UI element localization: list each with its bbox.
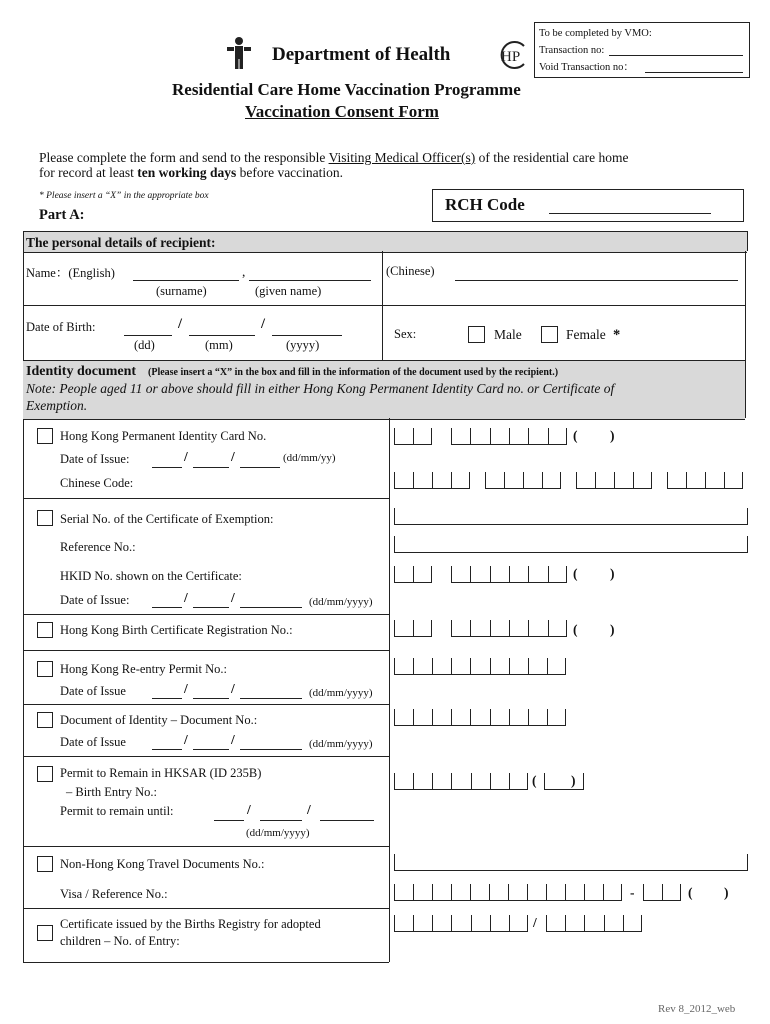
chinese-code-box-2[interactable] xyxy=(485,472,561,489)
entry-tick xyxy=(394,566,395,583)
male-checkbox[interactable] xyxy=(468,326,485,343)
reentry-issue-mm[interactable] xyxy=(193,697,229,699)
visa-open: ( xyxy=(688,885,693,900)
reentry-issue-label: Date of Issue xyxy=(60,684,126,698)
doi-number-boxes[interactable] xyxy=(394,709,566,726)
entry-tick xyxy=(527,884,528,901)
coe-issue-label: Date of Issue: xyxy=(60,593,130,607)
entry-tick xyxy=(469,472,470,489)
birth-cert-checkbox[interactable] xyxy=(37,622,53,638)
sex-label: Sex: xyxy=(394,327,417,341)
coe-issue-yyyy[interactable] xyxy=(240,606,302,608)
entry-tick xyxy=(509,773,510,790)
entry-tick xyxy=(432,884,433,901)
intro-bold: ten working days xyxy=(137,165,237,180)
ptr-label-2: – Birth Entry No.: xyxy=(66,785,157,799)
coe-checkbox[interactable] xyxy=(37,510,53,526)
entry-tick xyxy=(490,428,491,445)
doi-issue-yyyy[interactable] xyxy=(240,748,302,750)
adoption-year-boxes[interactable] xyxy=(546,915,642,932)
entry-tick xyxy=(548,620,549,637)
name-chinese-label: (Chinese) xyxy=(386,264,435,278)
format-dd-mm-yyyy: (dd/mm/yyyy) xyxy=(246,827,310,839)
ptr-close: ) xyxy=(571,773,576,788)
birth-cert-close: ) xyxy=(610,622,615,637)
hkid-check-open: ( xyxy=(573,428,578,443)
entry-tick xyxy=(470,566,471,583)
reentry-label: Hong Kong Re-entry Permit No.: xyxy=(60,662,227,676)
intro-text-a: Please complete the form and send to the responsible xyxy=(39,150,329,165)
entry-tick xyxy=(544,773,545,790)
name-comma: , xyxy=(242,264,246,279)
male-label: Male xyxy=(494,327,522,342)
slash: / xyxy=(231,681,235,696)
entry-tick xyxy=(566,428,567,445)
entry-baseline xyxy=(394,725,566,726)
name-english-label: Name：(English) xyxy=(26,266,115,280)
entry-baseline xyxy=(394,870,748,871)
entry-tick xyxy=(431,566,432,583)
entry-tick xyxy=(547,709,548,726)
entry-tick xyxy=(667,472,668,489)
entry-tick xyxy=(527,773,528,790)
female-checkbox[interactable] xyxy=(541,326,558,343)
entry-tick xyxy=(509,709,510,726)
entry-tick xyxy=(451,472,452,489)
entry-tick xyxy=(614,472,615,489)
slash: / xyxy=(231,449,235,464)
entry-tick xyxy=(394,854,395,871)
entry-tick xyxy=(451,658,452,675)
entry-tick xyxy=(576,472,577,489)
ptr-check-box[interactable] xyxy=(544,773,584,790)
adoption-entry-boxes[interactable] xyxy=(394,915,528,932)
reference-label: Reference No.: xyxy=(60,540,136,554)
doi-issue-dd[interactable] xyxy=(152,748,182,750)
given-name-caption: (given name) xyxy=(255,284,322,298)
visa-dash: - xyxy=(630,885,635,900)
entry-tick xyxy=(508,884,509,901)
intro-text-b: of the residential care home xyxy=(475,150,629,165)
chinese-code-box-4[interactable] xyxy=(667,472,743,489)
birth-cert-label: Hong Kong Birth Certificate Registration No.: xyxy=(60,623,293,637)
entry-tick xyxy=(451,915,452,932)
coe-reference-field[interactable] xyxy=(394,536,748,553)
entry-tick xyxy=(584,915,585,932)
slash: / xyxy=(184,590,188,605)
entry-tick xyxy=(548,428,549,445)
hkid-prefix-boxes[interactable] xyxy=(394,428,432,445)
reentry-checkbox[interactable] xyxy=(37,661,53,677)
entry-tick xyxy=(583,773,584,790)
adoption-checkbox[interactable] xyxy=(37,925,53,941)
entry-baseline xyxy=(546,931,642,932)
reentry-issue-dd[interactable] xyxy=(152,697,182,699)
dob-year-field[interactable] xyxy=(272,334,342,336)
coe-hkid-prefix-boxes[interactable] xyxy=(394,566,432,583)
entry-tick xyxy=(489,884,490,901)
doi-label: Document of Identity – Document No.: xyxy=(60,713,258,727)
entry-tick xyxy=(470,620,471,637)
surname-caption: (surname) xyxy=(156,284,207,298)
entry-tick xyxy=(528,658,529,675)
birth-cert-prefix-boxes[interactable] xyxy=(394,620,432,637)
entry-tick xyxy=(686,472,687,489)
entry-tick xyxy=(623,915,624,932)
identity-note-line2: Exemption. xyxy=(26,398,88,413)
svg-text:HP: HP xyxy=(501,49,521,65)
hkid-issue-mm[interactable] xyxy=(193,466,229,468)
entry-tick xyxy=(413,915,414,932)
entry-tick xyxy=(413,428,414,445)
format-dd-mm-yyyy: (dd/mm/yyyy) xyxy=(309,738,373,750)
entry-tick xyxy=(747,508,748,525)
entry-tick xyxy=(413,566,414,583)
entry-tick xyxy=(432,915,433,932)
dob-month-field[interactable] xyxy=(189,334,255,336)
vmo-transaction-field[interactable] xyxy=(609,54,743,56)
form-title: Vaccination Consent Form xyxy=(245,102,439,121)
hkid-number-boxes[interactable] xyxy=(451,428,567,445)
coe-hkid-number-boxes[interactable] xyxy=(451,566,567,583)
entry-tick xyxy=(565,884,566,901)
personal-heading: The personal details of recipient: xyxy=(26,235,216,250)
entry-tick xyxy=(565,709,566,726)
entry-tick xyxy=(528,709,529,726)
adoption-label-1: Certificate issued by the Births Registry for adopted xyxy=(60,917,321,931)
entry-tick xyxy=(394,884,395,901)
slash: / xyxy=(184,732,188,747)
rch-code-box xyxy=(432,189,744,222)
entry-tick xyxy=(432,658,433,675)
entry-tick xyxy=(490,709,491,726)
entry-tick xyxy=(509,428,510,445)
entry-tick xyxy=(565,658,566,675)
entry-tick xyxy=(451,428,452,445)
entry-tick xyxy=(394,773,395,790)
entry-tick xyxy=(470,428,471,445)
entry-tick xyxy=(490,915,491,932)
dob-slash-2: / xyxy=(261,316,266,332)
visa-number-boxes[interactable] xyxy=(394,884,622,901)
entry-tick xyxy=(470,658,471,675)
entry-tick xyxy=(641,915,642,932)
chinese-name-field[interactable] xyxy=(455,279,738,281)
entry-tick xyxy=(584,884,585,901)
programme-title: Residential Care Home Vaccination Programme xyxy=(172,80,521,99)
entry-tick xyxy=(431,428,432,445)
entry-tick xyxy=(490,658,491,675)
ptr-until-mm[interactable] xyxy=(260,819,302,821)
entry-tick xyxy=(509,566,510,583)
entry-tick xyxy=(413,773,414,790)
entry-tick xyxy=(595,472,596,489)
intro-line-2 xyxy=(39,165,343,181)
entry-tick xyxy=(451,773,452,790)
doi-issue-mm[interactable] xyxy=(193,748,229,750)
coe-issue-mm[interactable] xyxy=(193,606,229,608)
slash: / xyxy=(307,802,311,817)
entry-tick xyxy=(413,620,414,637)
entry-tick xyxy=(394,428,395,445)
vmo-reference: Visiting Medical Officer(s) xyxy=(328,150,476,165)
female-label: Female xyxy=(566,327,606,342)
insert-x-note: * Please insert a “X” in the appropriate box xyxy=(39,191,209,201)
entry-tick xyxy=(509,658,510,675)
entry-tick xyxy=(490,620,491,637)
part-a-label: Part A: xyxy=(39,207,85,223)
coe-label: Serial No. of the Certificate of Exemption: xyxy=(60,512,274,526)
identity-heading-note: (Please insert a “X” in the box and fill in the information of the document used by the recipient.) xyxy=(148,367,559,378)
entry-tick xyxy=(394,915,395,932)
entry-tick xyxy=(747,854,748,871)
entry-tick xyxy=(747,536,748,553)
visa-label: Visa / Reference No.: xyxy=(60,887,168,901)
entry-tick xyxy=(490,566,491,583)
birth-cert-number-boxes[interactable] xyxy=(451,620,567,637)
entry-tick xyxy=(471,773,472,790)
slash: / xyxy=(231,732,235,747)
chinese-code-label: Chinese Code: xyxy=(60,476,134,490)
hkid-check-close: ) xyxy=(610,428,615,443)
entry-tick xyxy=(742,472,743,489)
given-name-field[interactable] xyxy=(249,279,371,281)
entry-tick xyxy=(523,472,524,489)
entry-tick xyxy=(470,884,471,901)
coe-serial-field[interactable] xyxy=(394,508,748,525)
identity-heading: Identity document xyxy=(26,364,137,379)
identity-note-line1: Note: People aged 11 or above should fill in either Hong Kong Permanent Identity Card no. or Certificate of xyxy=(26,381,615,396)
vmo-void-label: Void Transaction no： xyxy=(539,62,634,73)
entry-tick xyxy=(432,472,433,489)
entry-tick xyxy=(451,620,452,637)
chp-logo-icon xyxy=(494,40,530,70)
entry-tick xyxy=(604,915,605,932)
entry-tick xyxy=(432,709,433,726)
ptr-until-yyyy[interactable] xyxy=(320,819,374,821)
chinese-code-box-3[interactable] xyxy=(576,472,652,489)
entry-tick xyxy=(451,709,452,726)
vmo-box xyxy=(534,22,750,78)
entry-tick xyxy=(509,915,510,932)
slash: / xyxy=(184,681,188,696)
hkid-label: Hong Kong Permanent Identity Card No. xyxy=(60,429,267,443)
required-star: * xyxy=(613,327,621,343)
entry-tick xyxy=(548,566,549,583)
travel-doc-checkbox[interactable] xyxy=(37,856,53,872)
slash: / xyxy=(247,802,251,817)
dh-logo-icon xyxy=(224,36,254,70)
entry-tick xyxy=(394,658,395,675)
entry-tick xyxy=(547,658,548,675)
entry-tick xyxy=(528,566,529,583)
ptr-checkbox[interactable] xyxy=(37,766,53,782)
birth-cert-open: ( xyxy=(573,622,578,637)
entry-tick xyxy=(643,884,644,901)
entry-tick xyxy=(431,620,432,637)
dob-day-field[interactable] xyxy=(124,334,172,336)
reentry-issue-yyyy[interactable] xyxy=(240,697,302,699)
entry-tick xyxy=(413,709,414,726)
rch-code-label: RCH Code xyxy=(445,195,525,214)
intro-line-1 xyxy=(39,150,629,166)
entry-tick xyxy=(394,508,395,525)
entry-tick xyxy=(451,884,452,901)
yyyy-caption: (yyyy) xyxy=(286,338,320,352)
hkid-issue-label: Date of Issue: xyxy=(60,452,130,466)
doi-checkbox[interactable] xyxy=(37,712,53,728)
format-dd-mm-yyyy: (dd/mm/yyyy) xyxy=(309,687,373,699)
visa-suffix-boxes[interactable] xyxy=(643,884,681,901)
ptr-open: ( xyxy=(532,773,537,788)
entry-tick xyxy=(528,428,529,445)
entry-tick xyxy=(603,884,604,901)
slash: / xyxy=(184,449,188,464)
entry-tick xyxy=(413,884,414,901)
department-title: Department of Health xyxy=(272,44,451,65)
entry-tick xyxy=(470,709,471,726)
entry-tick xyxy=(485,472,486,489)
entry-tick xyxy=(394,620,395,637)
entry-tick xyxy=(566,566,567,583)
dob-label: Date of Birth: xyxy=(26,320,96,334)
coe-hkid-close: ) xyxy=(610,566,615,581)
hkid-issue-yy[interactable] xyxy=(240,466,280,468)
visa-close: ) xyxy=(724,885,729,900)
entry-tick xyxy=(566,620,567,637)
doi-issue-label: Date of Issue xyxy=(60,735,126,749)
entry-tick xyxy=(528,620,529,637)
entry-tick xyxy=(509,620,510,637)
adoption-slash: / xyxy=(533,915,537,930)
format-dd-mm-yy: (dd/mm/yy) xyxy=(283,452,336,464)
entry-baseline xyxy=(394,552,748,553)
mm-caption: (mm) xyxy=(205,338,233,352)
travel-doc-label: Non-Hong Kong Travel Documents No.: xyxy=(60,857,265,871)
entry-tick xyxy=(565,915,566,932)
entry-tick xyxy=(413,472,414,489)
entry-tick xyxy=(394,536,395,553)
intro-text-c: for record at least xyxy=(39,165,138,180)
entry-tick xyxy=(621,884,622,901)
entry-tick xyxy=(413,658,414,675)
entry-tick xyxy=(527,915,528,932)
entry-tick xyxy=(560,472,561,489)
intro-text-d: before vaccination. xyxy=(236,165,344,180)
entry-tick xyxy=(633,472,634,489)
vmo-transaction-label: Transaction no: xyxy=(539,45,605,56)
entry-tick xyxy=(451,566,452,583)
hkid-on-cert-label: HKID No. shown on the Certificate: xyxy=(60,569,242,583)
entry-tick xyxy=(394,709,395,726)
entry-baseline xyxy=(544,789,584,790)
hkid-issue-dd[interactable] xyxy=(152,466,182,468)
entry-tick xyxy=(705,472,706,489)
entry-tick xyxy=(504,472,505,489)
entry-tick xyxy=(662,884,663,901)
slash: / xyxy=(231,590,235,605)
ptr-entry-boxes[interactable] xyxy=(394,773,528,790)
travel-doc-field[interactable] xyxy=(394,854,748,871)
vmo-void-field[interactable] xyxy=(645,71,743,73)
chinese-code-box-1[interactable] xyxy=(394,472,470,489)
reentry-number-boxes[interactable] xyxy=(394,658,566,675)
dob-slash-1: / xyxy=(178,316,183,332)
hkid-checkbox[interactable] xyxy=(37,428,53,444)
entry-tick xyxy=(651,472,652,489)
ptr-until-label: Permit to remain until: xyxy=(60,804,174,818)
entry-baseline xyxy=(394,524,748,525)
revision-label: Rev 8_2012_web xyxy=(658,1003,736,1015)
entry-tick xyxy=(432,773,433,790)
entry-tick xyxy=(542,472,543,489)
entry-tick xyxy=(490,773,491,790)
entry-tick xyxy=(546,915,547,932)
dd-caption: (dd) xyxy=(134,338,155,352)
entry-tick xyxy=(724,472,725,489)
ptr-until-dd[interactable] xyxy=(214,819,244,821)
rch-code-field[interactable] xyxy=(549,212,711,214)
entry-baseline xyxy=(394,674,566,675)
coe-issue-dd[interactable] xyxy=(152,606,182,608)
surname-field[interactable] xyxy=(133,279,239,281)
entry-tick xyxy=(680,884,681,901)
adoption-label-2: children – No. of Entry: xyxy=(60,934,180,948)
ptr-label-1: Permit to Remain in HKSAR (ID 235B) xyxy=(60,766,262,780)
coe-hkid-open: ( xyxy=(573,566,578,581)
vmo-line1: To be completed by VMO: xyxy=(539,28,652,39)
format-dd-mm-yyyy: (dd/mm/yyyy) xyxy=(309,596,373,608)
entry-tick xyxy=(394,472,395,489)
entry-tick xyxy=(546,884,547,901)
entry-tick xyxy=(471,915,472,932)
